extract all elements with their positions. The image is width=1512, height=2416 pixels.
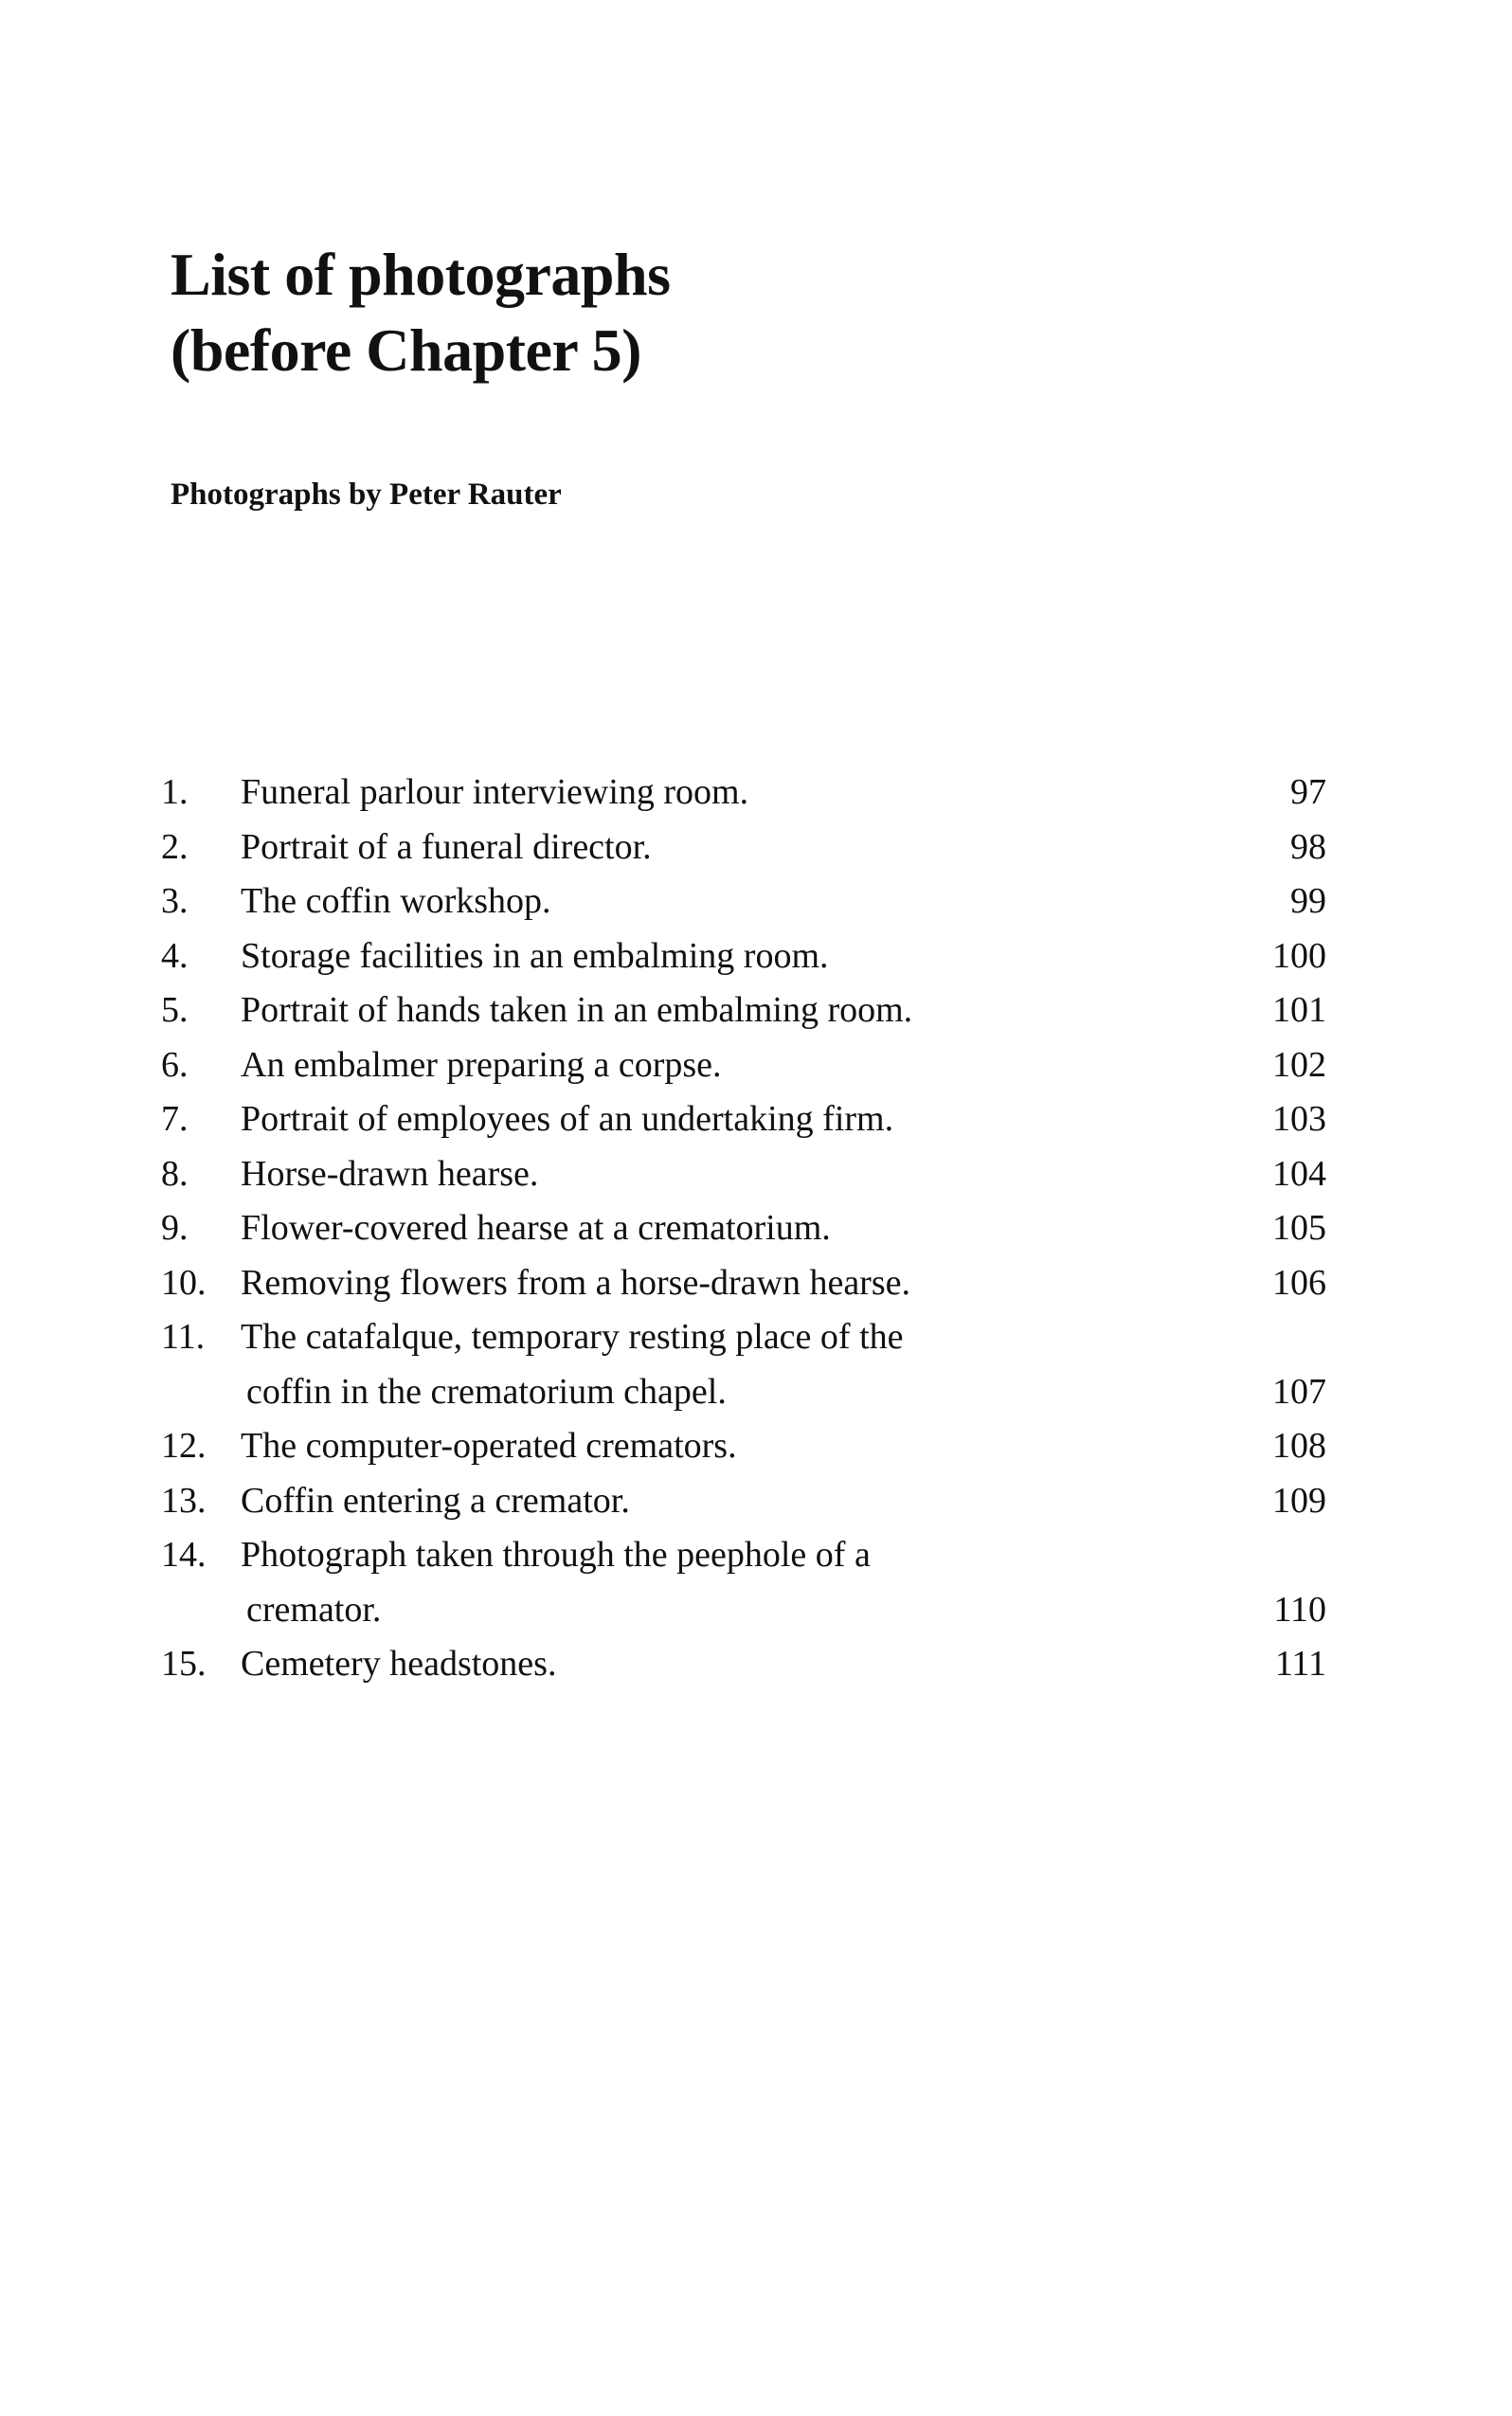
entry-description: Cemetery headstones.	[241, 1644, 557, 1684]
list-item-line	[161, 874, 1326, 929]
list-item	[161, 1092, 1326, 1147]
list-item-line	[161, 1147, 1326, 1202]
list-item	[161, 1474, 1326, 1529]
list-item-line	[161, 1365, 1326, 1420]
entry-number: 7.	[161, 1099, 189, 1139]
entry-description: Portrait of hands taken in an embalming room.	[241, 990, 913, 1030]
list-item-line	[161, 1092, 1326, 1147]
list-item	[161, 820, 1326, 875]
page-title-line-2: (before Chapter 5)	[171, 316, 641, 384]
list-item	[161, 1310, 1326, 1419]
entry-description: Funeral parlour interviewing room.	[241, 772, 749, 812]
entry-number: 4.	[161, 935, 189, 976]
list-item	[161, 766, 1326, 820]
entry-page-number: 106	[1272, 1262, 1326, 1303]
list-item-line	[161, 1310, 1326, 1365]
entry-page-number	[1175, 1528, 1326, 1583]
photo-credit: Photographs by Peter Rauter	[171, 478, 562, 512]
list-item	[161, 1528, 1326, 1637]
list-item-line	[161, 1201, 1326, 1256]
list-item-line	[161, 1038, 1326, 1093]
entry-number: 13.	[161, 1480, 207, 1521]
entry-page-number: 98	[1290, 826, 1326, 867]
list-item	[161, 929, 1326, 984]
entry-page-number: 110	[1273, 1589, 1326, 1630]
entry-page-number: 104	[1272, 1153, 1326, 1194]
entry-description: The catafalque, temporary resting place of the	[241, 1317, 904, 1357]
list-item-line	[161, 929, 1326, 984]
photo-list	[161, 766, 1326, 1692]
entry-description: Horse-drawn hearse.	[241, 1153, 539, 1194]
entry-page-number: 107	[1272, 1371, 1326, 1412]
entry-number: 5.	[161, 990, 189, 1030]
list-item-line	[161, 983, 1326, 1038]
entry-description: Portrait of a funeral director.	[241, 826, 652, 867]
entry-number: 8.	[161, 1153, 189, 1194]
entry-description: The coffin workshop.	[241, 881, 551, 921]
list-item	[161, 1147, 1326, 1202]
list-item	[161, 1201, 1326, 1256]
list-item-line	[161, 1528, 1326, 1583]
list-item	[161, 874, 1326, 929]
entry-number: 14.	[161, 1535, 207, 1575]
list-item-line	[161, 1474, 1326, 1529]
entry-number: 10.	[161, 1262, 207, 1303]
list-item-line	[161, 820, 1326, 875]
entry-page-number: 97	[1290, 772, 1326, 812]
entry-description: Flower-covered hearse at a crematorium.	[241, 1208, 831, 1248]
entry-number: 6.	[161, 1044, 189, 1085]
page-title-line-1: List of photographs	[171, 241, 671, 308]
entry-page-number: 111	[1274, 1644, 1326, 1684]
list-item	[161, 1637, 1326, 1692]
entry-page-number: 108	[1272, 1426, 1326, 1466]
list-item-line	[161, 766, 1326, 820]
entry-number: 3.	[161, 881, 189, 921]
entry-description: Coffin entering a cremator.	[241, 1480, 630, 1521]
entry-number	[161, 1583, 241, 1638]
entry-description: Photograph taken through the peephole of a	[241, 1535, 871, 1575]
entry-number: 12.	[161, 1426, 207, 1466]
list-item-line	[161, 1583, 1326, 1638]
list-item	[161, 1419, 1326, 1474]
entry-page-number: 105	[1272, 1208, 1326, 1248]
entry-description: coffin in the crematorium chapel.	[246, 1371, 727, 1412]
entry-page-number: 101	[1272, 990, 1326, 1030]
entry-description: An embalmer preparing a corpse.	[241, 1044, 722, 1085]
entry-page-number: 103	[1272, 1099, 1326, 1139]
entry-description: The computer-operated cremators.	[241, 1426, 737, 1466]
list-item	[161, 1256, 1326, 1311]
entry-description: Portrait of employees of an undertaking firm.	[241, 1099, 894, 1139]
entry-description: cremator.	[246, 1589, 382, 1630]
entry-description: Storage facilities in an embalming room.	[241, 935, 829, 976]
entry-number	[161, 1365, 241, 1420]
entry-page-number: 109	[1272, 1480, 1326, 1521]
entry-number: 15.	[161, 1644, 207, 1684]
entry-number: 11.	[161, 1317, 206, 1357]
entry-page-number: 102	[1272, 1044, 1326, 1085]
entry-description: Removing flowers from a horse-drawn hearse.	[241, 1262, 910, 1303]
page-title	[171, 237, 671, 388]
list-item	[161, 1038, 1326, 1093]
entry-page-number: 100	[1272, 935, 1326, 976]
entry-page-number	[1175, 1310, 1326, 1365]
entry-page-number: 99	[1290, 881, 1326, 921]
entry-number: 9.	[161, 1208, 189, 1248]
list-item-line	[161, 1419, 1326, 1474]
entry-number: 2.	[161, 826, 189, 867]
entry-number: 1.	[161, 772, 189, 812]
list-item	[161, 983, 1326, 1038]
list-item-line	[161, 1637, 1326, 1692]
list-item-line	[161, 1256, 1326, 1311]
